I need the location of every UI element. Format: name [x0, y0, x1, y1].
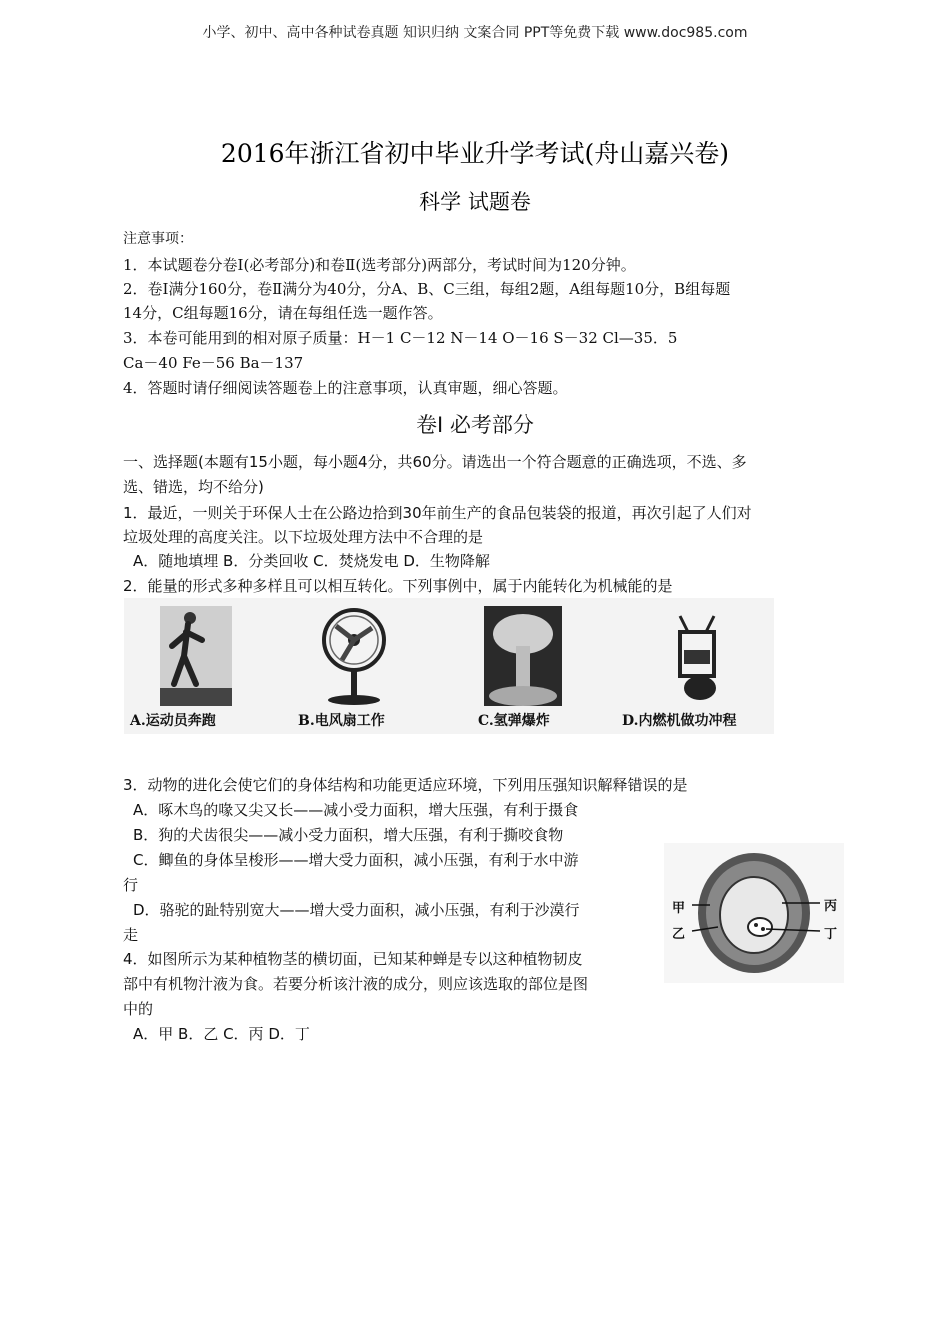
option-caption: B.电风扇工作	[298, 713, 385, 729]
option-caption: C.氢弹爆炸	[478, 713, 550, 729]
question-4-stem: 部中有机物汁液为食。若要分析该汁液的成分，则应该选取的部位是图	[123, 975, 589, 993]
question-3-option: A．啄木鸟的喙又尖又长——减小受力面积，增大压强，有利于摄食	[133, 801, 579, 819]
option-caption: D.内燃机做功冲程	[622, 713, 737, 729]
question-3-option: B．狗的犬齿很尖——减小受力面积，增大压强，有利于撕咬食物	[133, 826, 564, 844]
question-1-stem: 垃圾处理的高度关注。以下垃圾处理方法中不合理的是	[123, 528, 484, 546]
label-yi: 乙	[672, 927, 686, 942]
part-intro: 一、选择题(本题有15小题，每小题4分，共60分。请选出一个符合题意的正确选项，不选、多	[123, 453, 747, 471]
runner-photo	[160, 606, 232, 706]
question-1-stem: 1．最近，一则关于环保人士在公路边拾到30年前生产的食品包装袋的报道，再次引起了人们对	[123, 504, 752, 522]
question-4-stem: 4．如图所示为某种植物茎的横切面，已知某种蝉是专以这种植物韧皮	[123, 950, 583, 968]
question-2-figure	[124, 598, 774, 734]
bomb-photo	[484, 606, 562, 706]
notice-item: 14分，C组每题16分，请在每组任选一题作答。	[123, 304, 443, 322]
question-3-stem: 3．动物的进化会使它们的身体结构和功能更适应环境，下列用压强知识解释错误的是	[123, 776, 688, 794]
notice-item: 1．本试题卷分卷Ⅰ(必考部分)和卷Ⅱ(选考部分)两部分，考试时间为120分钟。	[123, 256, 636, 274]
notice-item: 4．答题时请仔细阅读答题卷上的注意事项，认真审题，细心答题。	[123, 379, 568, 397]
label-bing: 丙	[824, 899, 838, 914]
question-4-stem: 中的	[123, 1000, 154, 1018]
option-caption: A.运动员奔跑	[130, 713, 216, 729]
label-jia: 甲	[672, 901, 686, 916]
notice-item: Ca－40 Fe－56 Ba－137	[123, 354, 304, 372]
question-3-option: D．骆驼的趾特别宽大——增大受力面积，减小压强，有利于沙漠行	[133, 901, 580, 919]
section-title: 卷Ⅰ 必考部分	[416, 413, 534, 437]
notice-item: 3．本卷可能用到的相对原子质量：H－1 C－12 N－14 O－16 S－32 Cl—35．5	[123, 329, 678, 347]
site-header: 小学、初中、高中各种试卷真题 知识归纳 文案合同 PPT等免费下载 www.doc985.com	[202, 25, 748, 41]
label-ding: 丁	[824, 927, 838, 942]
notice-item: 2．卷Ⅰ满分160分，卷Ⅱ满分为40分，分A、B、C三组，每组2题，A组每题10分，B组每题	[123, 280, 731, 298]
page-subtitle: 科学 试题卷	[419, 190, 531, 214]
question-3-option: 行	[123, 876, 139, 894]
fan-photo	[314, 606, 394, 706]
pointer-lines	[664, 843, 844, 983]
stem-cross-section-figure	[664, 843, 844, 983]
engine-diagram	[666, 606, 728, 706]
question-3-option: C．鲫鱼的身体呈梭形——增大受力面积，减小压强，有利于水中游	[133, 851, 579, 869]
question-4-options: A．甲 B．乙 C．丙 D．丁	[133, 1025, 310, 1043]
page-title: 2016年浙江省初中毕业升学考试(舟山嘉兴卷)	[220, 139, 730, 168]
question-2-stem: 2．能量的形式多种多样且可以相互转化。下列事例中，属于内能转化为机械能的是	[123, 577, 673, 595]
question-1-options: A．随地填埋 B．分类回收 C．焚烧发电 D．生物降解	[133, 552, 490, 570]
question-3-option: 走	[123, 926, 139, 944]
part-intro: 选、错选，均不给分)	[123, 478, 264, 496]
notice-heading: 注意事项：	[123, 231, 193, 247]
